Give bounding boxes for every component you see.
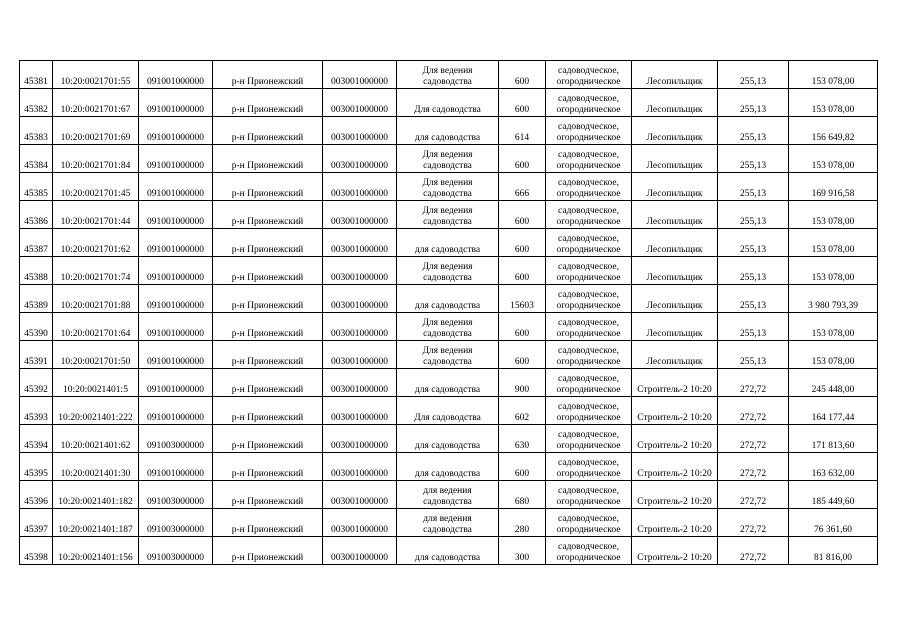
cell-use-category xyxy=(546,481,632,509)
cell-location: Лесопильщик xyxy=(632,285,718,313)
cell-cadastral-value: 156 649,82 xyxy=(789,117,878,145)
cell-cadastral-number: 10:20:0021701:69 xyxy=(53,117,139,145)
table-row xyxy=(20,397,878,425)
cell-cadastral-number: 10:20:0021701:88 xyxy=(53,285,139,313)
cell-area: 600 xyxy=(499,341,546,369)
cell-area: 600 xyxy=(499,257,546,285)
cell-permitted-use xyxy=(397,61,499,89)
cell-location: Лесопильщик xyxy=(632,201,718,229)
cell-use-category xyxy=(546,257,632,285)
cell-record-number: 45387 xyxy=(20,229,53,257)
cell-use-category-line: садоводческое, xyxy=(558,318,619,328)
cell-location: Лесопильщик xyxy=(632,257,718,285)
cell-okato-code: 091001000000 xyxy=(139,341,213,369)
cell-permitted-use xyxy=(397,453,499,481)
cell-okato-code: 091001000000 xyxy=(139,313,213,341)
cell-unit-value: 255,13 xyxy=(718,201,789,229)
cell-oktmo-code: 003001000000 xyxy=(323,201,397,229)
cell-cadastral-number: 10:20:0021701:64 xyxy=(53,313,139,341)
table-row xyxy=(20,117,878,145)
cell-area: 666 xyxy=(499,173,546,201)
cell-use-category xyxy=(546,369,632,397)
cell-okato-code: 091001000000 xyxy=(139,61,213,89)
table-row xyxy=(20,481,878,509)
cell-district: р-н Прионежский xyxy=(213,341,323,369)
cell-cadastral-number: 10:20:0021701:62 xyxy=(53,229,139,257)
cell-permitted-use-line: для садоводства xyxy=(414,133,481,143)
cell-use-category xyxy=(546,173,632,201)
cell-cadastral-number: 10:20:0021701:67 xyxy=(53,89,139,117)
cell-unit-value: 272,72 xyxy=(718,537,789,565)
cell-permitted-use xyxy=(397,173,499,201)
cell-unit-value: 255,13 xyxy=(718,257,789,285)
table-row xyxy=(20,313,878,341)
cell-use-category-line: огородническое xyxy=(556,273,621,283)
cell-use-category-line: садоводческое, xyxy=(558,290,619,300)
cell-area: 300 xyxy=(499,537,546,565)
cell-unit-value: 255,13 xyxy=(718,173,789,201)
cell-use-category xyxy=(546,537,632,565)
cell-permitted-use-line: для ведения xyxy=(423,486,472,496)
cell-cadastral-value: 153 078,00 xyxy=(789,341,878,369)
cell-area: 15603 xyxy=(499,285,546,313)
cell-use-category-line: огородническое xyxy=(556,161,621,171)
cell-record-number: 45394 xyxy=(20,425,53,453)
cell-permitted-use-line: садоводства xyxy=(423,77,472,87)
cell-permitted-use-line: садоводства xyxy=(423,161,472,171)
cell-cadastral-value: 153 078,00 xyxy=(789,229,878,257)
cell-permitted-use-line: для ведения xyxy=(423,514,472,524)
cell-use-category-line: садоводческое, xyxy=(558,402,619,412)
cell-cadastral-number: 10:20:0021701:44 xyxy=(53,201,139,229)
cell-cadastral-value: 153 078,00 xyxy=(789,89,878,117)
cell-permitted-use xyxy=(397,509,499,537)
cell-cadastral-number: 10:20:0021401:30 xyxy=(53,453,139,481)
cell-record-number: 45393 xyxy=(20,397,53,425)
cell-record-number: 45381 xyxy=(20,61,53,89)
cell-district: р-н Прионежский xyxy=(213,229,323,257)
cell-oktmo-code: 003001000000 xyxy=(323,425,397,453)
cell-cadastral-number: 10:20:0021401:222 xyxy=(53,397,139,425)
table-row xyxy=(20,173,878,201)
cell-use-category xyxy=(546,229,632,257)
cell-permitted-use xyxy=(397,257,499,285)
cell-permitted-use-line: Для ведения xyxy=(422,262,473,272)
cell-use-category-line: садоводческое, xyxy=(558,346,619,356)
cell-oktmo-code: 003001000000 xyxy=(323,509,397,537)
cell-area: 600 xyxy=(499,453,546,481)
cell-district: р-н Прионежский xyxy=(213,369,323,397)
cell-use-category-line: огородническое xyxy=(556,329,621,339)
cell-district: р-н Прионежский xyxy=(213,285,323,313)
table-row xyxy=(20,285,878,313)
cell-okato-code: 091001000000 xyxy=(139,89,213,117)
cell-unit-value: 255,13 xyxy=(718,145,789,173)
cell-location: Строитель-2 10:20 xyxy=(632,397,718,425)
cell-area: 680 xyxy=(499,481,546,509)
cell-permitted-use xyxy=(397,229,499,257)
cell-cadastral-number: 10:20:0021701:50 xyxy=(53,341,139,369)
cell-location: Лесопильщик xyxy=(632,61,718,89)
cell-permitted-use-line: для садоводства xyxy=(414,385,481,395)
cell-use-category xyxy=(546,425,632,453)
cell-permitted-use-line: Для ведения xyxy=(422,206,473,216)
cell-cadastral-value: 185 449,60 xyxy=(789,481,878,509)
cell-okato-code: 091001000000 xyxy=(139,397,213,425)
table-row xyxy=(20,145,878,173)
cell-location: Строитель-2 10:20 xyxy=(632,537,718,565)
cell-permitted-use-line: садоводства xyxy=(423,273,472,283)
cell-area: 602 xyxy=(499,397,546,425)
table-row xyxy=(20,537,878,565)
cell-district: р-н Прионежский xyxy=(213,61,323,89)
cell-use-category xyxy=(546,313,632,341)
table-row xyxy=(20,257,878,285)
cell-use-category xyxy=(546,145,632,173)
cell-unit-value: 255,13 xyxy=(718,61,789,89)
cell-area: 600 xyxy=(499,145,546,173)
cell-oktmo-code: 003001000000 xyxy=(323,61,397,89)
cell-permitted-use xyxy=(397,341,499,369)
cell-use-category-line: огородническое xyxy=(556,217,621,227)
cell-okato-code: 091001000000 xyxy=(139,229,213,257)
cell-district: р-н Прионежский xyxy=(213,145,323,173)
cell-cadastral-number: 10:20:0021401:156 xyxy=(53,537,139,565)
cell-unit-value: 272,72 xyxy=(718,369,789,397)
cell-unit-value: 255,13 xyxy=(718,89,789,117)
cell-okato-code: 091003000000 xyxy=(139,425,213,453)
cell-unit-value: 272,72 xyxy=(718,481,789,509)
cell-use-category-line: садоводческое, xyxy=(558,122,619,132)
cell-oktmo-code: 003001000000 xyxy=(323,257,397,285)
cell-okato-code: 091001000000 xyxy=(139,117,213,145)
cell-cadastral-value: 153 078,00 xyxy=(789,61,878,89)
cell-permitted-use-line: садоводства xyxy=(423,189,472,199)
cell-use-category-line: садоводческое, xyxy=(558,178,619,188)
cell-location: Строитель-2 10:20 xyxy=(632,453,718,481)
cell-permitted-use-line: садоводства xyxy=(423,329,472,339)
cell-okato-code: 091003000000 xyxy=(139,509,213,537)
cell-location: Строитель-2 10:20 xyxy=(632,369,718,397)
cell-location: Лесопильщик xyxy=(632,229,718,257)
cell-use-category-line: огородническое xyxy=(556,301,621,311)
cell-permitted-use-line: Для садоводства xyxy=(414,413,481,423)
cell-permitted-use xyxy=(397,397,499,425)
cell-district: р-н Прионежский xyxy=(213,481,323,509)
cell-record-number: 45390 xyxy=(20,313,53,341)
cell-cadastral-number: 10:20:0021401:5 xyxy=(53,369,139,397)
cell-oktmo-code: 003001000000 xyxy=(323,453,397,481)
cell-area: 900 xyxy=(499,369,546,397)
table-row xyxy=(20,341,878,369)
cell-oktmo-code: 003001000000 xyxy=(323,285,397,313)
cell-use-category xyxy=(546,89,632,117)
cell-cadastral-value: 169 916,58 xyxy=(789,173,878,201)
cell-area: 600 xyxy=(499,313,546,341)
cell-oktmo-code: 003001000000 xyxy=(323,173,397,201)
cell-use-category-line: садоводческое, xyxy=(558,430,619,440)
cell-permitted-use-line: садоводства xyxy=(423,357,472,367)
cell-permitted-use xyxy=(397,313,499,341)
table-row xyxy=(20,425,878,453)
cell-area: 614 xyxy=(499,117,546,145)
cell-use-category-line: садоводческое, xyxy=(558,234,619,244)
cell-permitted-use-line: Для ведения xyxy=(422,346,473,356)
cell-use-category-line: огородническое xyxy=(556,385,621,395)
table-body xyxy=(20,61,878,565)
cell-location: Строитель-2 10:20 xyxy=(632,481,718,509)
table-row xyxy=(20,201,878,229)
cell-cadastral-value: 153 078,00 xyxy=(789,257,878,285)
cell-permitted-use-line: для садоводства xyxy=(414,441,481,451)
cell-unit-value: 255,13 xyxy=(718,313,789,341)
cell-cadastral-value: 153 078,00 xyxy=(789,145,878,173)
cell-unit-value: 255,13 xyxy=(718,285,789,313)
cell-use-category xyxy=(546,201,632,229)
cell-unit-value: 272,72 xyxy=(718,453,789,481)
cell-permitted-use-line: для садоводства xyxy=(414,245,481,255)
cell-oktmo-code: 003001000000 xyxy=(323,341,397,369)
cell-cadastral-number: 10:20:0021401:182 xyxy=(53,481,139,509)
cell-cadastral-number: 10:20:0021701:55 xyxy=(53,61,139,89)
cell-permitted-use xyxy=(397,145,499,173)
cell-district: р-н Прионежский xyxy=(213,313,323,341)
cell-use-category-line: огородническое xyxy=(556,497,621,507)
cell-use-category-line: садоводческое, xyxy=(558,150,619,160)
cell-oktmo-code: 003001000000 xyxy=(323,117,397,145)
cell-record-number: 45382 xyxy=(20,89,53,117)
cell-record-number: 45385 xyxy=(20,173,53,201)
cell-cadastral-value: 76 361,60 xyxy=(789,509,878,537)
cell-oktmo-code: 003001000000 xyxy=(323,537,397,565)
cell-area: 280 xyxy=(499,509,546,537)
cell-use-category-line: огородническое xyxy=(556,357,621,367)
cell-cadastral-value: 3 980 793,39 xyxy=(789,285,878,313)
cell-record-number: 45389 xyxy=(20,285,53,313)
cell-use-category xyxy=(546,397,632,425)
cell-area: 600 xyxy=(499,61,546,89)
cell-use-category-line: садоводческое, xyxy=(558,262,619,272)
cell-use-category xyxy=(546,117,632,145)
cell-use-category-line: огородническое xyxy=(556,133,621,143)
cell-use-category xyxy=(546,285,632,313)
table-row xyxy=(20,453,878,481)
cell-location: Лесопильщик xyxy=(632,173,718,201)
cell-use-category-line: садоводческое, xyxy=(558,542,619,552)
cell-permitted-use-line: для садоводства xyxy=(414,553,481,563)
cell-location: Строитель-2 10:20 xyxy=(632,509,718,537)
cell-record-number: 45397 xyxy=(20,509,53,537)
cell-use-category-line: садоводческое, xyxy=(558,514,619,524)
cell-district: р-н Прионежский xyxy=(213,509,323,537)
cell-use-category-line: садоводческое, xyxy=(558,206,619,216)
cell-okato-code: 091001000000 xyxy=(139,369,213,397)
cell-unit-value: 255,13 xyxy=(718,117,789,145)
cell-record-number: 45398 xyxy=(20,537,53,565)
cell-permitted-use-line: Для садоводства xyxy=(414,105,481,115)
cell-permitted-use-line: садоводства xyxy=(423,497,472,507)
cell-unit-value: 255,13 xyxy=(718,229,789,257)
cell-permitted-use-line: для садоводства xyxy=(414,469,481,479)
cell-oktmo-code: 003001000000 xyxy=(323,369,397,397)
cell-use-category-line: огородническое xyxy=(556,413,621,423)
cell-okato-code: 091001000000 xyxy=(139,173,213,201)
cell-district: р-н Прионежский xyxy=(213,173,323,201)
cell-use-category-line: огородническое xyxy=(556,189,621,199)
cell-use-category-line: садоводческое, xyxy=(558,66,619,76)
cell-use-category-line: огородническое xyxy=(556,441,621,451)
cell-use-category xyxy=(546,61,632,89)
cell-record-number: 45383 xyxy=(20,117,53,145)
table-row xyxy=(20,229,878,257)
cell-permitted-use-line: для садоводства xyxy=(414,301,481,311)
cell-use-category xyxy=(546,509,632,537)
cell-record-number: 45384 xyxy=(20,145,53,173)
cell-location: Лесопильщик xyxy=(632,117,718,145)
cell-district: р-н Прионежский xyxy=(213,425,323,453)
cell-permitted-use-line: Для ведения xyxy=(422,66,473,76)
cell-cadastral-value: 171 813,60 xyxy=(789,425,878,453)
table-row xyxy=(20,89,878,117)
cell-permitted-use xyxy=(397,117,499,145)
cell-oktmo-code: 003001000000 xyxy=(323,481,397,509)
cell-permitted-use xyxy=(397,369,499,397)
table-row xyxy=(20,61,878,89)
cell-record-number: 45396 xyxy=(20,481,53,509)
cell-oktmo-code: 003001000000 xyxy=(323,145,397,173)
cell-okato-code: 091001000000 xyxy=(139,285,213,313)
cell-permitted-use xyxy=(397,537,499,565)
cell-cadastral-value: 153 078,00 xyxy=(789,201,878,229)
cell-use-category-line: огородническое xyxy=(556,245,621,255)
cell-cadastral-number: 10:20:0021701:45 xyxy=(53,173,139,201)
cell-use-category-line: садоводческое, xyxy=(558,486,619,496)
cell-use-category xyxy=(546,341,632,369)
cell-permitted-use-line: садоводства xyxy=(423,217,472,227)
cell-unit-value: 272,72 xyxy=(718,509,789,537)
cell-okato-code: 091001000000 xyxy=(139,453,213,481)
cell-location: Строитель-2 10:20 xyxy=(632,425,718,453)
cell-cadastral-value: 153 078,00 xyxy=(789,313,878,341)
cell-record-number: 45392 xyxy=(20,369,53,397)
cell-record-number: 45391 xyxy=(20,341,53,369)
cell-location: Лесопильщик xyxy=(632,341,718,369)
cell-use-category-line: садоводческое, xyxy=(558,94,619,104)
cell-area: 600 xyxy=(499,89,546,117)
cell-cadastral-number: 10:20:0021401:187 xyxy=(53,509,139,537)
cell-district: р-н Прионежский xyxy=(213,397,323,425)
cell-district: р-н Прионежский xyxy=(213,89,323,117)
cell-permitted-use xyxy=(397,285,499,313)
cell-district: р-н Прионежский xyxy=(213,453,323,481)
cell-okato-code: 091001000000 xyxy=(139,201,213,229)
cell-use-category-line: садоводческое, xyxy=(558,458,619,468)
cell-cadastral-value: 163 632,00 xyxy=(789,453,878,481)
cell-okato-code: 091001000000 xyxy=(139,257,213,285)
cell-use-category xyxy=(546,453,632,481)
cell-cadastral-value: 81 816,00 xyxy=(789,537,878,565)
cell-cadastral-value: 164 177,44 xyxy=(789,397,878,425)
cell-location: Лесопильщик xyxy=(632,313,718,341)
cell-oktmo-code: 003001000000 xyxy=(323,89,397,117)
cell-district: р-н Прионежский xyxy=(213,117,323,145)
cell-district: р-н Прионежский xyxy=(213,257,323,285)
cell-permitted-use xyxy=(397,89,499,117)
cell-okato-code: 091001000000 xyxy=(139,145,213,173)
cell-location: Лесопильщик xyxy=(632,89,718,117)
table-row xyxy=(20,509,878,537)
cell-area: 600 xyxy=(499,229,546,257)
cell-unit-value: 272,72 xyxy=(718,397,789,425)
cell-use-category-line: огородническое xyxy=(556,553,621,563)
cell-cadastral-number: 10:20:0021701:74 xyxy=(53,257,139,285)
cell-location: Лесопильщик xyxy=(632,145,718,173)
cell-permitted-use xyxy=(397,201,499,229)
cell-district: р-н Прионежский xyxy=(213,201,323,229)
cell-cadastral-number: 10:20:0021401:62 xyxy=(53,425,139,453)
land-plot-table xyxy=(19,60,878,565)
cell-unit-value: 272,72 xyxy=(718,425,789,453)
cell-permitted-use xyxy=(397,481,499,509)
cell-use-category-line: огородническое xyxy=(556,105,621,115)
cell-oktmo-code: 003001000000 xyxy=(323,397,397,425)
cell-cadastral-value: 245 448,00 xyxy=(789,369,878,397)
cell-use-category-line: огородническое xyxy=(556,77,621,87)
cell-record-number: 45388 xyxy=(20,257,53,285)
cell-oktmo-code: 003001000000 xyxy=(323,229,397,257)
cell-unit-value: 255,13 xyxy=(718,341,789,369)
cell-record-number: 45386 xyxy=(20,201,53,229)
cell-district: р-н Прионежский xyxy=(213,537,323,565)
cell-okato-code: 091003000000 xyxy=(139,481,213,509)
cell-area: 630 xyxy=(499,425,546,453)
cell-area: 600 xyxy=(499,201,546,229)
cell-permitted-use-line: Для ведения xyxy=(422,318,473,328)
table-row xyxy=(20,369,878,397)
cell-cadastral-number: 10:20:0021701:84 xyxy=(53,145,139,173)
cell-permitted-use-line: садоводства xyxy=(423,525,472,535)
cell-oktmo-code: 003001000000 xyxy=(323,313,397,341)
cell-use-category-line: садоводческое, xyxy=(558,374,619,384)
cell-permitted-use-line: Для ведения xyxy=(422,150,473,160)
cell-permitted-use xyxy=(397,425,499,453)
cell-use-category-line: огородническое xyxy=(556,525,621,535)
cell-use-category-line: огородническое xyxy=(556,469,621,479)
cell-record-number: 45395 xyxy=(20,453,53,481)
cell-permitted-use-line: Для ведения xyxy=(422,178,473,188)
cell-okato-code: 091003000000 xyxy=(139,537,213,565)
